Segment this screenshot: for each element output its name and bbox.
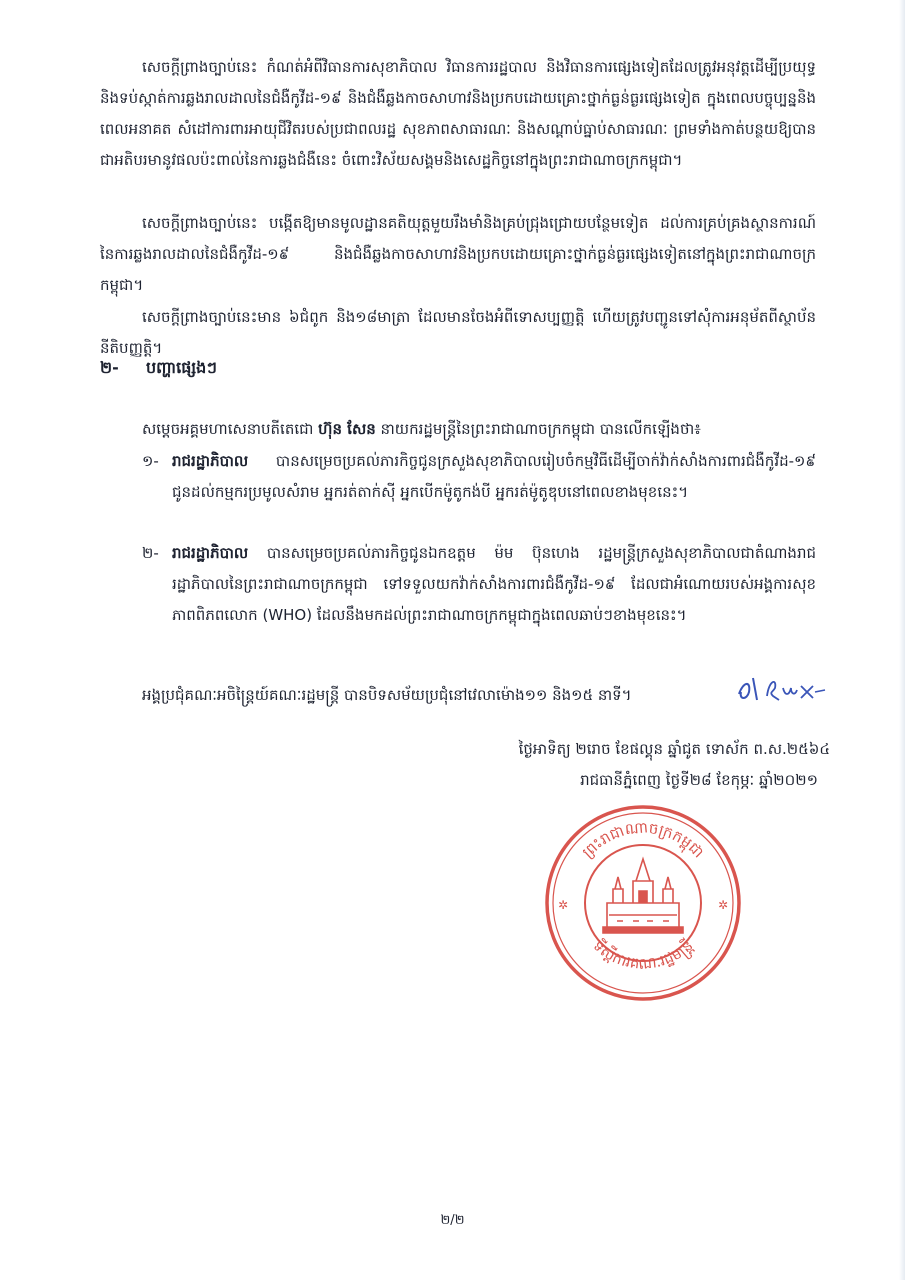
- item-text: [172, 538, 816, 631]
- item-body: បានសម្រេចប្រគល់ភារកិច្ចជូនឯកឧត្តម ម៉ម ប៊ុនហេង រដ្ឋមន្ត្រីក្រសួងសុខាភិបាលជាតំណាងរាជរដ្ឋាភិបាលនៃព្រះរាជាណាចក្រកម្ពុជា ទៅទទួលយកវ៉ាក់សាំងការពារជំងឺកូវីដ-១៩ ដែលជាអំណោយរបស់អង្គការសុខភាពពិភពលោក (WHO) ដែលនឹងមកដល់ព្រះរាជាណាចក្រកម្ពុជាក្នុងពេលឆាប់ៗខាងមុខនេះ។: [172, 544, 816, 624]
- official-seal: [543, 803, 743, 1003]
- list-item: [142, 446, 816, 508]
- page-edge: [899, 0, 905, 1280]
- seal-top-text: ព្រះរាជាណាចក្រកម្ពុជា: [578, 818, 708, 862]
- intro-line: [142, 414, 816, 445]
- temple-emblem: [603, 859, 683, 933]
- intro-name: ហ៊ុន សែន: [318, 420, 376, 438]
- section-title: បញ្ហាផ្សេងៗ: [146, 358, 217, 377]
- paragraph-2: សេចក្ដីព្រាងច្បាប់នេះ បង្កើតឱ្យមានមូលដ្ឋានគតិយុត្តមួយរឹងមាំនិងគ្រប់ជ្រុងជ្រោយបន្ថែមទៀត ដល់ការគ្រប់គ្រងស្ថានការណ៍នៃការឆ្លងរាលដាលនៃជំងឺកូវីដ-១៩ និងជំងឺឆ្លងកាចសាហាវនិងប្រកបដោយគ្រោះថ្នាក់ធ្ងន់ធ្ងរផ្សេងទៀតនៅក្នុងព្រះរាជាណាចក្រកម្ពុជា។: [100, 214, 816, 294]
- section-heading: [100, 353, 816, 383]
- intro-before: សម្ដេចអគ្គមហាសេនាបតីតេជោ: [142, 420, 319, 438]
- item-body: បានសម្រេចប្រគល់ភារកិច្ចជូនក្រសួងសុខាភិបាលរៀបចំកម្មវិធីដើម្បីចាក់វ៉ាក់សាំងការពារជំងឺកូវីដ-១៩ ជូនដល់កម្មករប្រមូលសំរាម អ្នករត់តាក់ស៊ី អ្នកបើកម៉ូតូកង់បី អ្នករត់ម៉ូតូឌុបនៅពេលខាងមុខនេះ។: [172, 452, 816, 501]
- seal-bottom-text: ទីស្ដីការគណៈរដ្ឋមន្ត្រី: [589, 936, 697, 974]
- item-text: [172, 446, 816, 508]
- svg-text:✲: ✲: [717, 898, 729, 912]
- page-number: ២/២: [440, 1213, 465, 1228]
- closing-sentence: អង្គប្រជុំគណៈអចិន្ត្រៃយ៍គណៈរដ្ឋមន្ត្រី បានបិទសម័យប្រជុំនៅវេលាម៉ោង១១ និង១៥ នាទី។: [142, 686, 632, 704]
- section-number: ២-: [100, 358, 119, 377]
- item-lead: រាជរដ្ឋាភិបាល: [172, 544, 249, 562]
- paragraph-3: សេចក្ដីព្រាងច្បាប់នេះមាន ៦ជំពូក និង១៨មាត្រា ដែលមានចែងអំពីទោសប្បញ្ញត្តិ ហើយត្រូវបញ្ជូនទៅសុំការអនុម័តពីស្ថាប័ននីតិបញ្ញត្តិ។: [100, 308, 816, 357]
- item-number: ២-: [142, 544, 159, 562]
- intro-after: នាយករដ្ឋមន្ត្រីនៃព្រះរាជាណាចក្រកម្ពុជា បានលើកឡើងថា៖: [375, 420, 701, 438]
- date-solar: រាជធានីភ្នំពេញ ថ្ងៃទី២៨ ខែកុម្ភៈ ឆ្នាំ២០២១: [580, 771, 818, 789]
- svg-text:✲: ✲: [557, 898, 569, 912]
- item-number: ១-: [142, 452, 159, 470]
- paragraph-1: សេចក្ដីព្រាងច្បាប់នេះ កំណត់អំពីវិធានការសុខាភិបាល វិធានការរដ្ឋបាល និងវិធានការផ្សេងទៀតដែលត្រូវអនុវត្តដើម្បីប្រយុទ្ធនិងទប់ស្កាត់ការឆ្លងរាលដាលនៃជំងឺកូវីដ-១៩ និងជំងឺឆ្លងកាចសាហាវនិងប្រកបដោយគ្រោះថ្នាក់ធ្ងន់ធ្ងរផ្សេងទៀត ក្នុងពេលបច្ចុប្បន្ននិងពេលអនាគត សំដៅការពារអាយុជីវិតរបស់ប្រជាពលរដ្ឋ សុខភាពសាធារណៈ និងសណ្ដាប់ធ្នាប់សាធារណៈ ព្រមទាំងកាត់បន្ថយឱ្យបានជាអតិបរមានូវផលប៉ះពាល់នៃការឆ្លងជំងឺនេះ ចំពោះវិស័យសង្គមនិងសេដ្ឋកិច្ចនៅក្នុងព្រះរាជាណាចក្រកម្ពុជា។: [100, 58, 816, 169]
- date-lunar: ថ្ងៃអាទិត្យ ២រោច ខែផល្គុន ឆ្នាំជូត ទោស័ក ព.ស.២៥៦៤: [518, 740, 830, 758]
- handwritten-initials: [733, 670, 828, 706]
- list-item: [142, 538, 816, 631]
- item-lead: រាជរដ្ឋាភិបាល: [172, 452, 249, 470]
